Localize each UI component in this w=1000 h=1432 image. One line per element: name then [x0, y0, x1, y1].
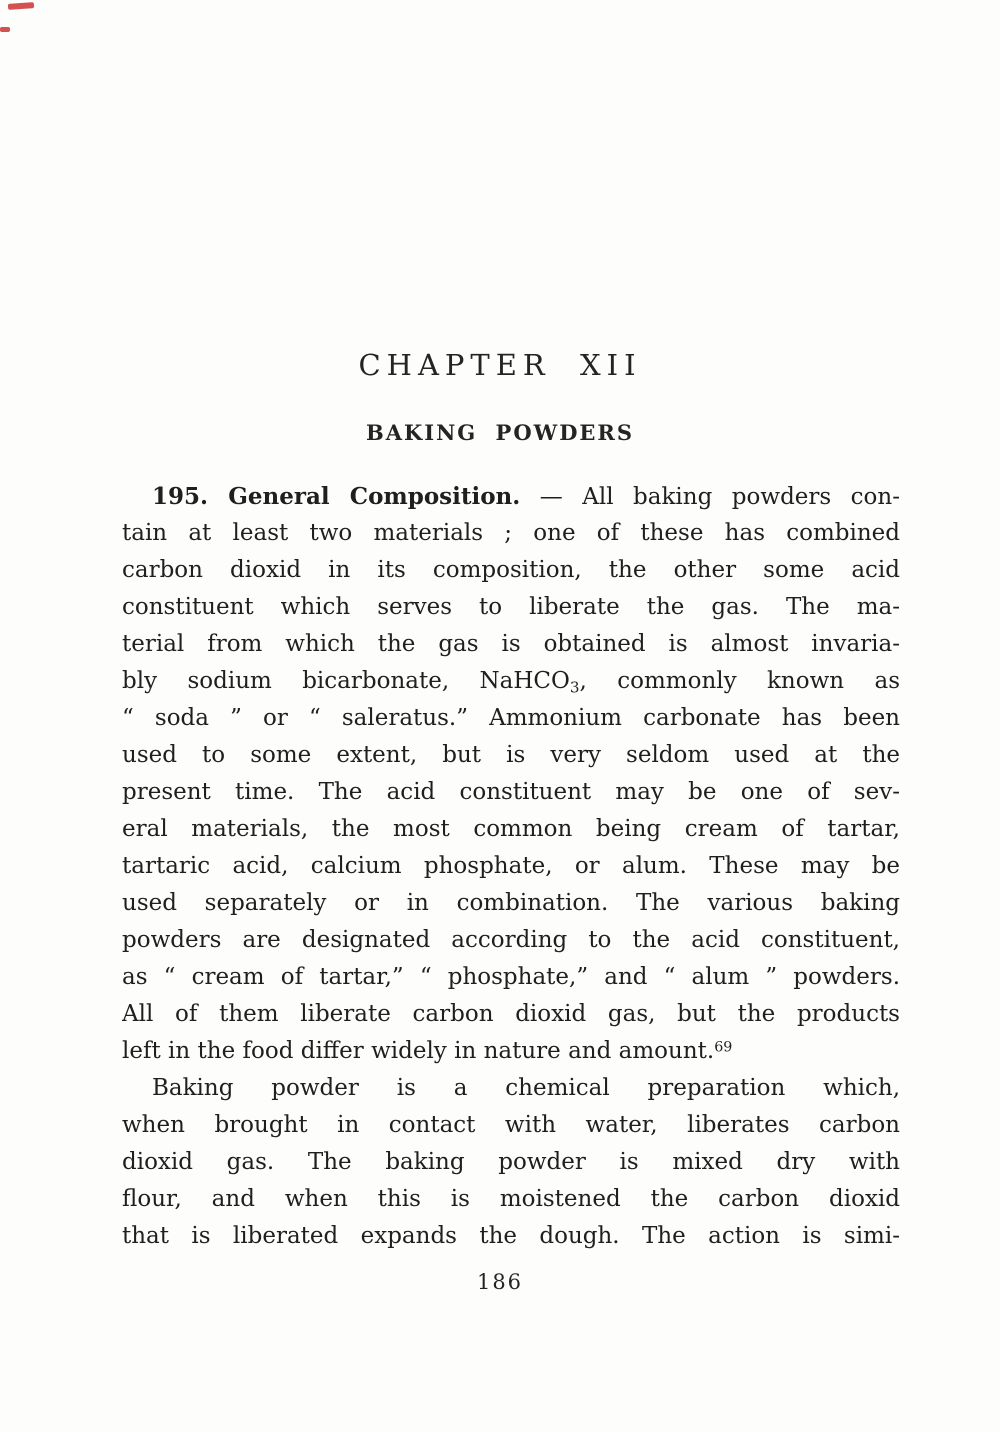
text-line — [122, 478, 900, 515]
formula-line — [122, 663, 900, 700]
text-line: carbon dioxid in its composition, the other some acid — [122, 557, 900, 583]
text-line: used to some extent, but is very seldom used at the — [122, 742, 900, 768]
section-title: BAKING POWDERS — [365, 420, 635, 445]
section-heading-inline: 195. General Composition. — [152, 483, 521, 510]
text-line: tartaric acid, calcium phosphate, or alum. These may be — [122, 853, 900, 879]
text-line: terial from which the gas is obtained is almost invaria- — [122, 631, 900, 657]
text-run: left in the food differ widely in nature and amount. — [122, 1038, 715, 1064]
text-run: , commonly known as — [579, 668, 900, 694]
text-run: — All baking powders con- — [520, 484, 900, 510]
footnote-reference: 69 — [714, 1039, 733, 1056]
body-text — [122, 478, 900, 1255]
text-line: “ soda ” or “ saleratus.” Ammonium carbonate has been — [122, 705, 900, 731]
page-number: 186 — [476, 1270, 524, 1294]
chemical-subscript: 3 — [569, 678, 580, 697]
text-line: constituent which serves to liberate the gas. The ma- — [122, 594, 900, 620]
chapter-title: CHAPTER XII — [358, 348, 642, 382]
text-line: Baking powder is a chemical preparation which, — [152, 1075, 900, 1101]
text-line: All of them liberate carbon dioxid gas, but the products — [122, 1001, 900, 1027]
text-line: present time. The acid constituent may be one of sev- — [122, 779, 900, 805]
text-line: tain at least two materials ; one of these has combined — [122, 520, 900, 546]
text-line: powders are designated according to the acid constituent, — [122, 927, 900, 953]
text-line: flour, and when this is moistened the carbon dioxid — [122, 1186, 900, 1212]
text-line: used separately or in combination. The various baking — [122, 890, 900, 916]
text-line: dioxid gas. The baking powder is mixed dry with — [122, 1149, 900, 1175]
text-line: eral materials, the most common being cream of tartar, — [122, 816, 900, 842]
red-scan-mark — [0, 27, 10, 32]
text-line: that is liberated expands the dough. The action is simi- — [122, 1223, 900, 1249]
text-line-with-footnote — [122, 1033, 900, 1070]
text-line: when brought in contact with water, liberates carbon — [122, 1112, 900, 1138]
red-scan-mark — [8, 2, 34, 10]
text-line: as “ cream of tartar,” “ phosphate,” and “ alum ” powders. — [122, 964, 900, 990]
text-run: bly sodium bicarbonate, NaHCO — [122, 668, 570, 694]
